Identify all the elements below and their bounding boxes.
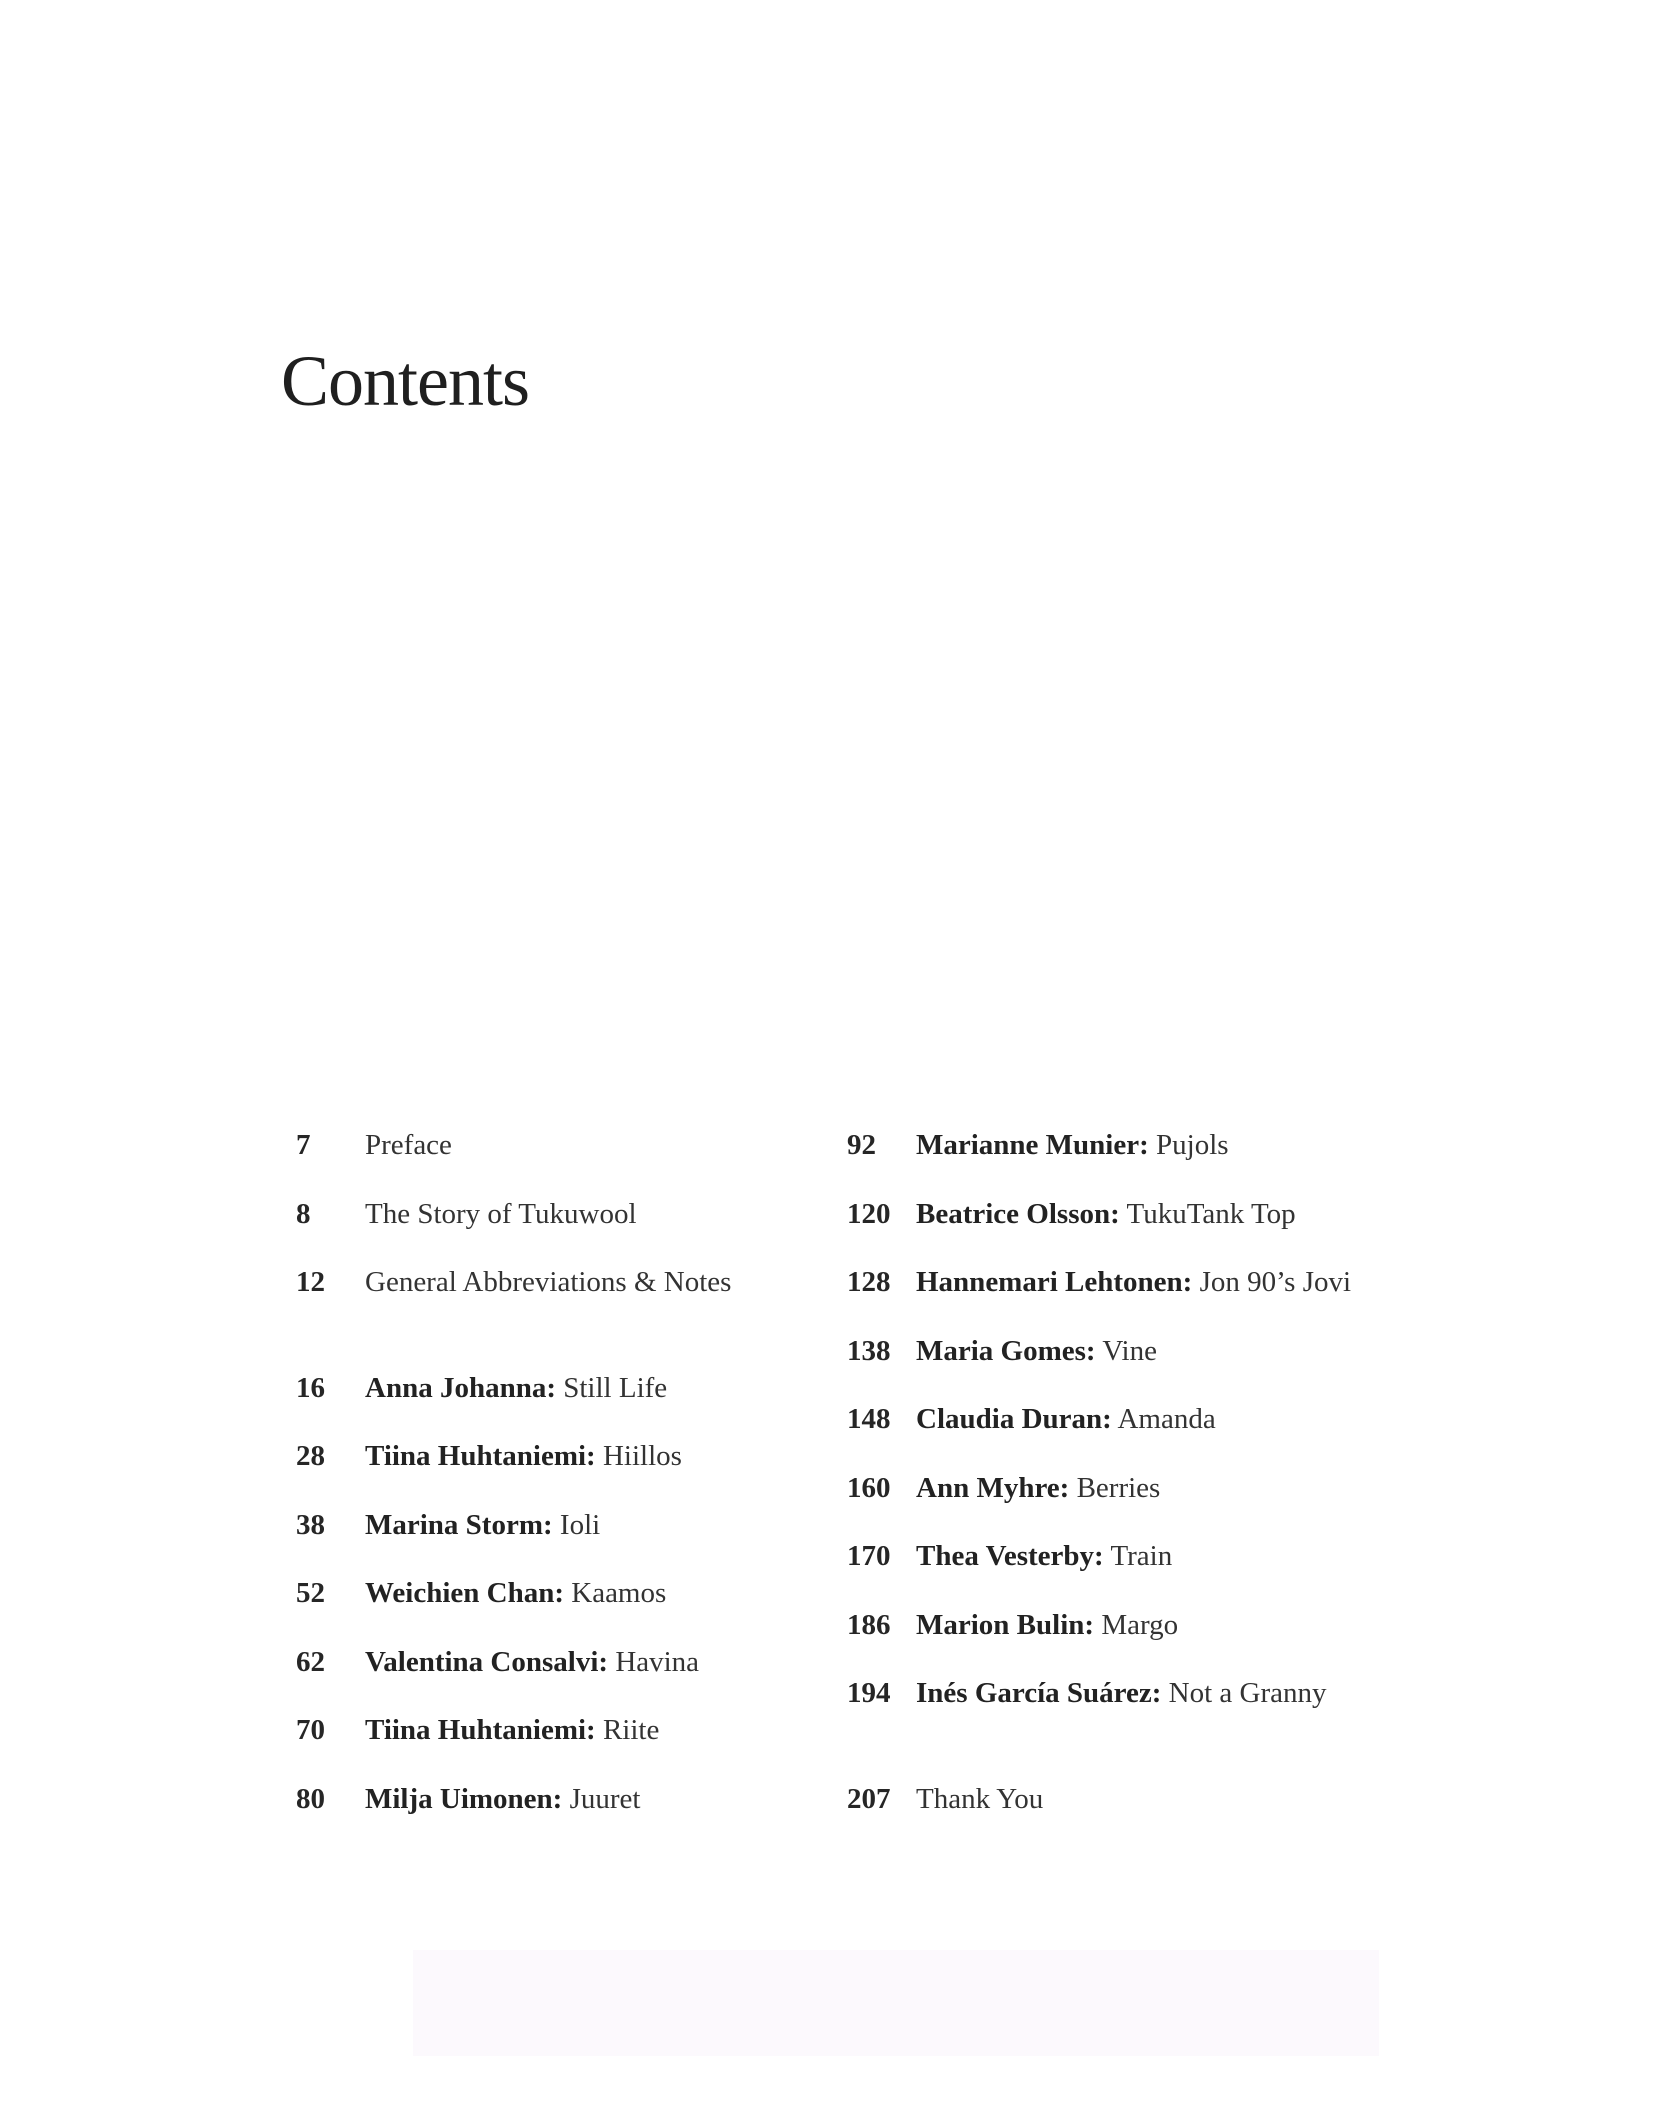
toc-title <box>365 1262 731 1302</box>
toc-page-number: 207 <box>847 1783 891 1815</box>
toc-author: Thea Vesterby: <box>916 1540 1104 1572</box>
toc-page-number: 194 <box>847 1677 891 1709</box>
toc-title-text: Hiillos <box>602 1440 682 1472</box>
toc-page-number: 16 <box>296 1372 325 1404</box>
toc-author: Claudia Duran: <box>916 1403 1112 1435</box>
toc-title <box>916 1536 1172 1576</box>
toc-title-text: Preface <box>365 1129 452 1161</box>
toc-page-number: 12 <box>296 1266 325 1298</box>
toc-author: Inés García Suárez: <box>916 1677 1162 1709</box>
toc-title <box>365 1573 666 1613</box>
toc-page-number: 160 <box>847 1472 891 1504</box>
toc-title-text: Margo <box>1101 1609 1179 1641</box>
toc-title <box>916 1779 1043 1819</box>
toc-title <box>365 1710 659 1750</box>
toc-title-text: General Abbreviations & Notes <box>365 1266 732 1298</box>
toc-title-text: Train <box>1110 1540 1173 1572</box>
toc-author: Weichien Chan: <box>365 1577 564 1609</box>
toc-title <box>916 1194 1296 1234</box>
toc-page-number: 52 <box>296 1577 325 1609</box>
toc-title-text: Riite <box>602 1714 660 1746</box>
toc-title <box>365 1194 637 1234</box>
toc-title-text: Berries <box>1076 1472 1161 1504</box>
toc-title-text: Vine <box>1102 1335 1157 1367</box>
toc-author: Valentina Consalvi: <box>365 1646 609 1678</box>
toc-page-number: 138 <box>847 1335 891 1367</box>
toc-author: Tiina Huhtaniemi: <box>365 1714 596 1746</box>
toc-page-number: 28 <box>296 1440 325 1472</box>
toc-title <box>365 1642 699 1682</box>
toc-title-text: Not a Granny <box>1168 1677 1327 1709</box>
toc-author: Ann Myhre: <box>916 1472 1070 1504</box>
toc-author: Beatrice Olsson: <box>916 1198 1120 1230</box>
toc-title <box>916 1399 1216 1439</box>
toc-page-number: 92 <box>847 1129 876 1161</box>
toc-author: Marion Bulin: <box>916 1609 1095 1641</box>
footer-band <box>413 1950 1379 2056</box>
toc-title <box>916 1125 1229 1165</box>
toc-author: Anna Johanna: <box>365 1372 556 1404</box>
toc-page-number: 8 <box>296 1198 311 1230</box>
toc-title-text: Still Life <box>563 1372 668 1404</box>
toc-title-text: Thank You <box>916 1783 1044 1815</box>
toc-page-number: 62 <box>296 1646 325 1678</box>
toc-title <box>916 1673 1327 1713</box>
toc-title-text: Pujols <box>1156 1129 1229 1161</box>
toc-author: Milja Uimonen: <box>365 1783 563 1815</box>
toc-author: Hannemari Lehtonen: <box>916 1266 1193 1298</box>
toc-page-number: 7 <box>296 1129 311 1161</box>
toc-title-text: Amanda <box>1117 1403 1216 1435</box>
toc-title-text: Kaamos <box>571 1577 667 1609</box>
toc-author: Tiina Huhtaniemi: <box>365 1440 596 1472</box>
toc-title-text: TukuTank Top <box>1126 1198 1296 1230</box>
toc-page-number: 80 <box>296 1783 325 1815</box>
toc-title <box>365 1125 452 1165</box>
toc-title <box>365 1779 640 1819</box>
toc-title-text: The Story of Tukuwool <box>365 1198 637 1230</box>
toc-title-text: Havina <box>615 1646 700 1678</box>
toc-page-number: 186 <box>847 1609 891 1641</box>
toc-page-number: 128 <box>847 1266 891 1298</box>
toc-author: Marianne Munier: <box>916 1129 1149 1161</box>
page-title: Contents <box>281 341 530 421</box>
toc-title <box>365 1368 667 1408</box>
toc-title <box>916 1605 1178 1645</box>
toc-author: Marina Storm: <box>365 1509 553 1541</box>
toc-title <box>916 1262 1351 1302</box>
toc-page-number: 70 <box>296 1714 325 1746</box>
toc-title <box>365 1436 682 1476</box>
toc-title <box>916 1468 1160 1508</box>
toc-title-text: Ioli <box>559 1509 601 1541</box>
toc-author: Maria Gomes: <box>916 1335 1096 1367</box>
toc-page-number: 38 <box>296 1509 325 1541</box>
toc-page-number: 170 <box>847 1540 891 1572</box>
toc-title-text: Jon 90’s Jovi <box>1199 1266 1352 1298</box>
toc-page-number: 120 <box>847 1198 891 1230</box>
toc-title <box>365 1505 600 1545</box>
toc-title-text: Juuret <box>569 1783 641 1815</box>
toc-page-number: 148 <box>847 1403 891 1435</box>
toc-title <box>916 1331 1157 1371</box>
